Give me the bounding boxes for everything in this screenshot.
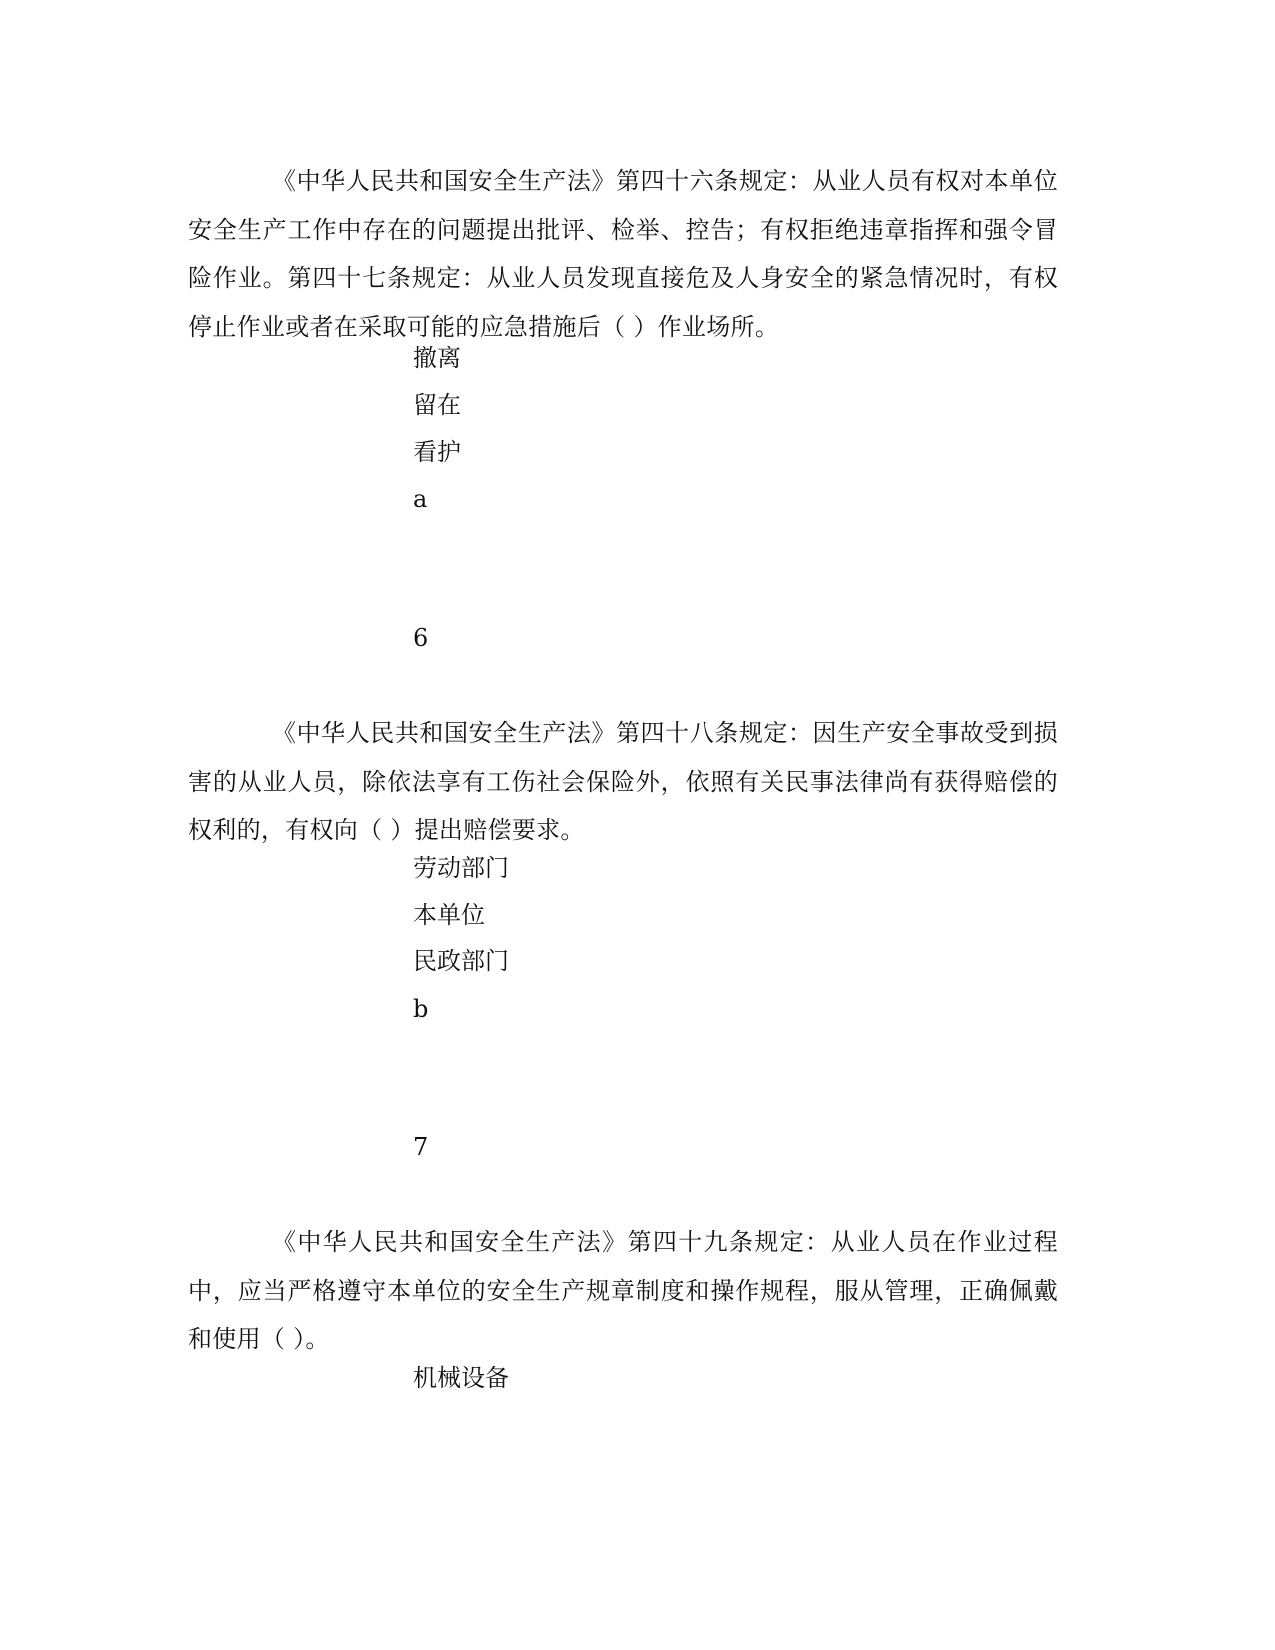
option-b: 本单位	[413, 901, 485, 929]
question-stem: 《中华人民共和国安全生产法》第四十六条规定：从业人员有权对本单位安全生产工作中存在的问题提出批评、检举、控告；有权拒绝违章指挥和强令冒险作业。第四十七条规定：从业人员发现直接危及人身安全的紧急情况时，有权停止作业或者在采取可能的应急措施后（ ）作业场所。	[188, 167, 1058, 341]
question-number: 6	[413, 624, 429, 652]
option-a: 机械设备	[413, 1364, 509, 1392]
question-number: 7	[413, 1133, 429, 1161]
answer-key: b	[413, 995, 429, 1023]
option-c: 看护	[413, 438, 461, 466]
question-stem: 《中华人民共和国安全生产法》第四十八条规定：因生产安全事故受到损害的从业人员，除依法享有工伤社会保险外，依照有关民事法律尚有获得赔偿的权利的，有权向（ ）提出赔偿要求。	[188, 719, 1058, 844]
option-c: 民政部门	[413, 947, 509, 975]
option-b: 留在	[413, 391, 461, 419]
option-a: 劳动部门	[413, 854, 509, 882]
answer-key: a	[413, 485, 428, 513]
question-stem: 《中华人民共和国安全生产法》第四十九条规定：从业人员在作业过程中，应当严格遵守本单位的安全生产规章制度和操作规程，服从管理，正确佩戴和使用（ ）。	[188, 1228, 1058, 1353]
option-a: 撤离	[413, 344, 461, 372]
